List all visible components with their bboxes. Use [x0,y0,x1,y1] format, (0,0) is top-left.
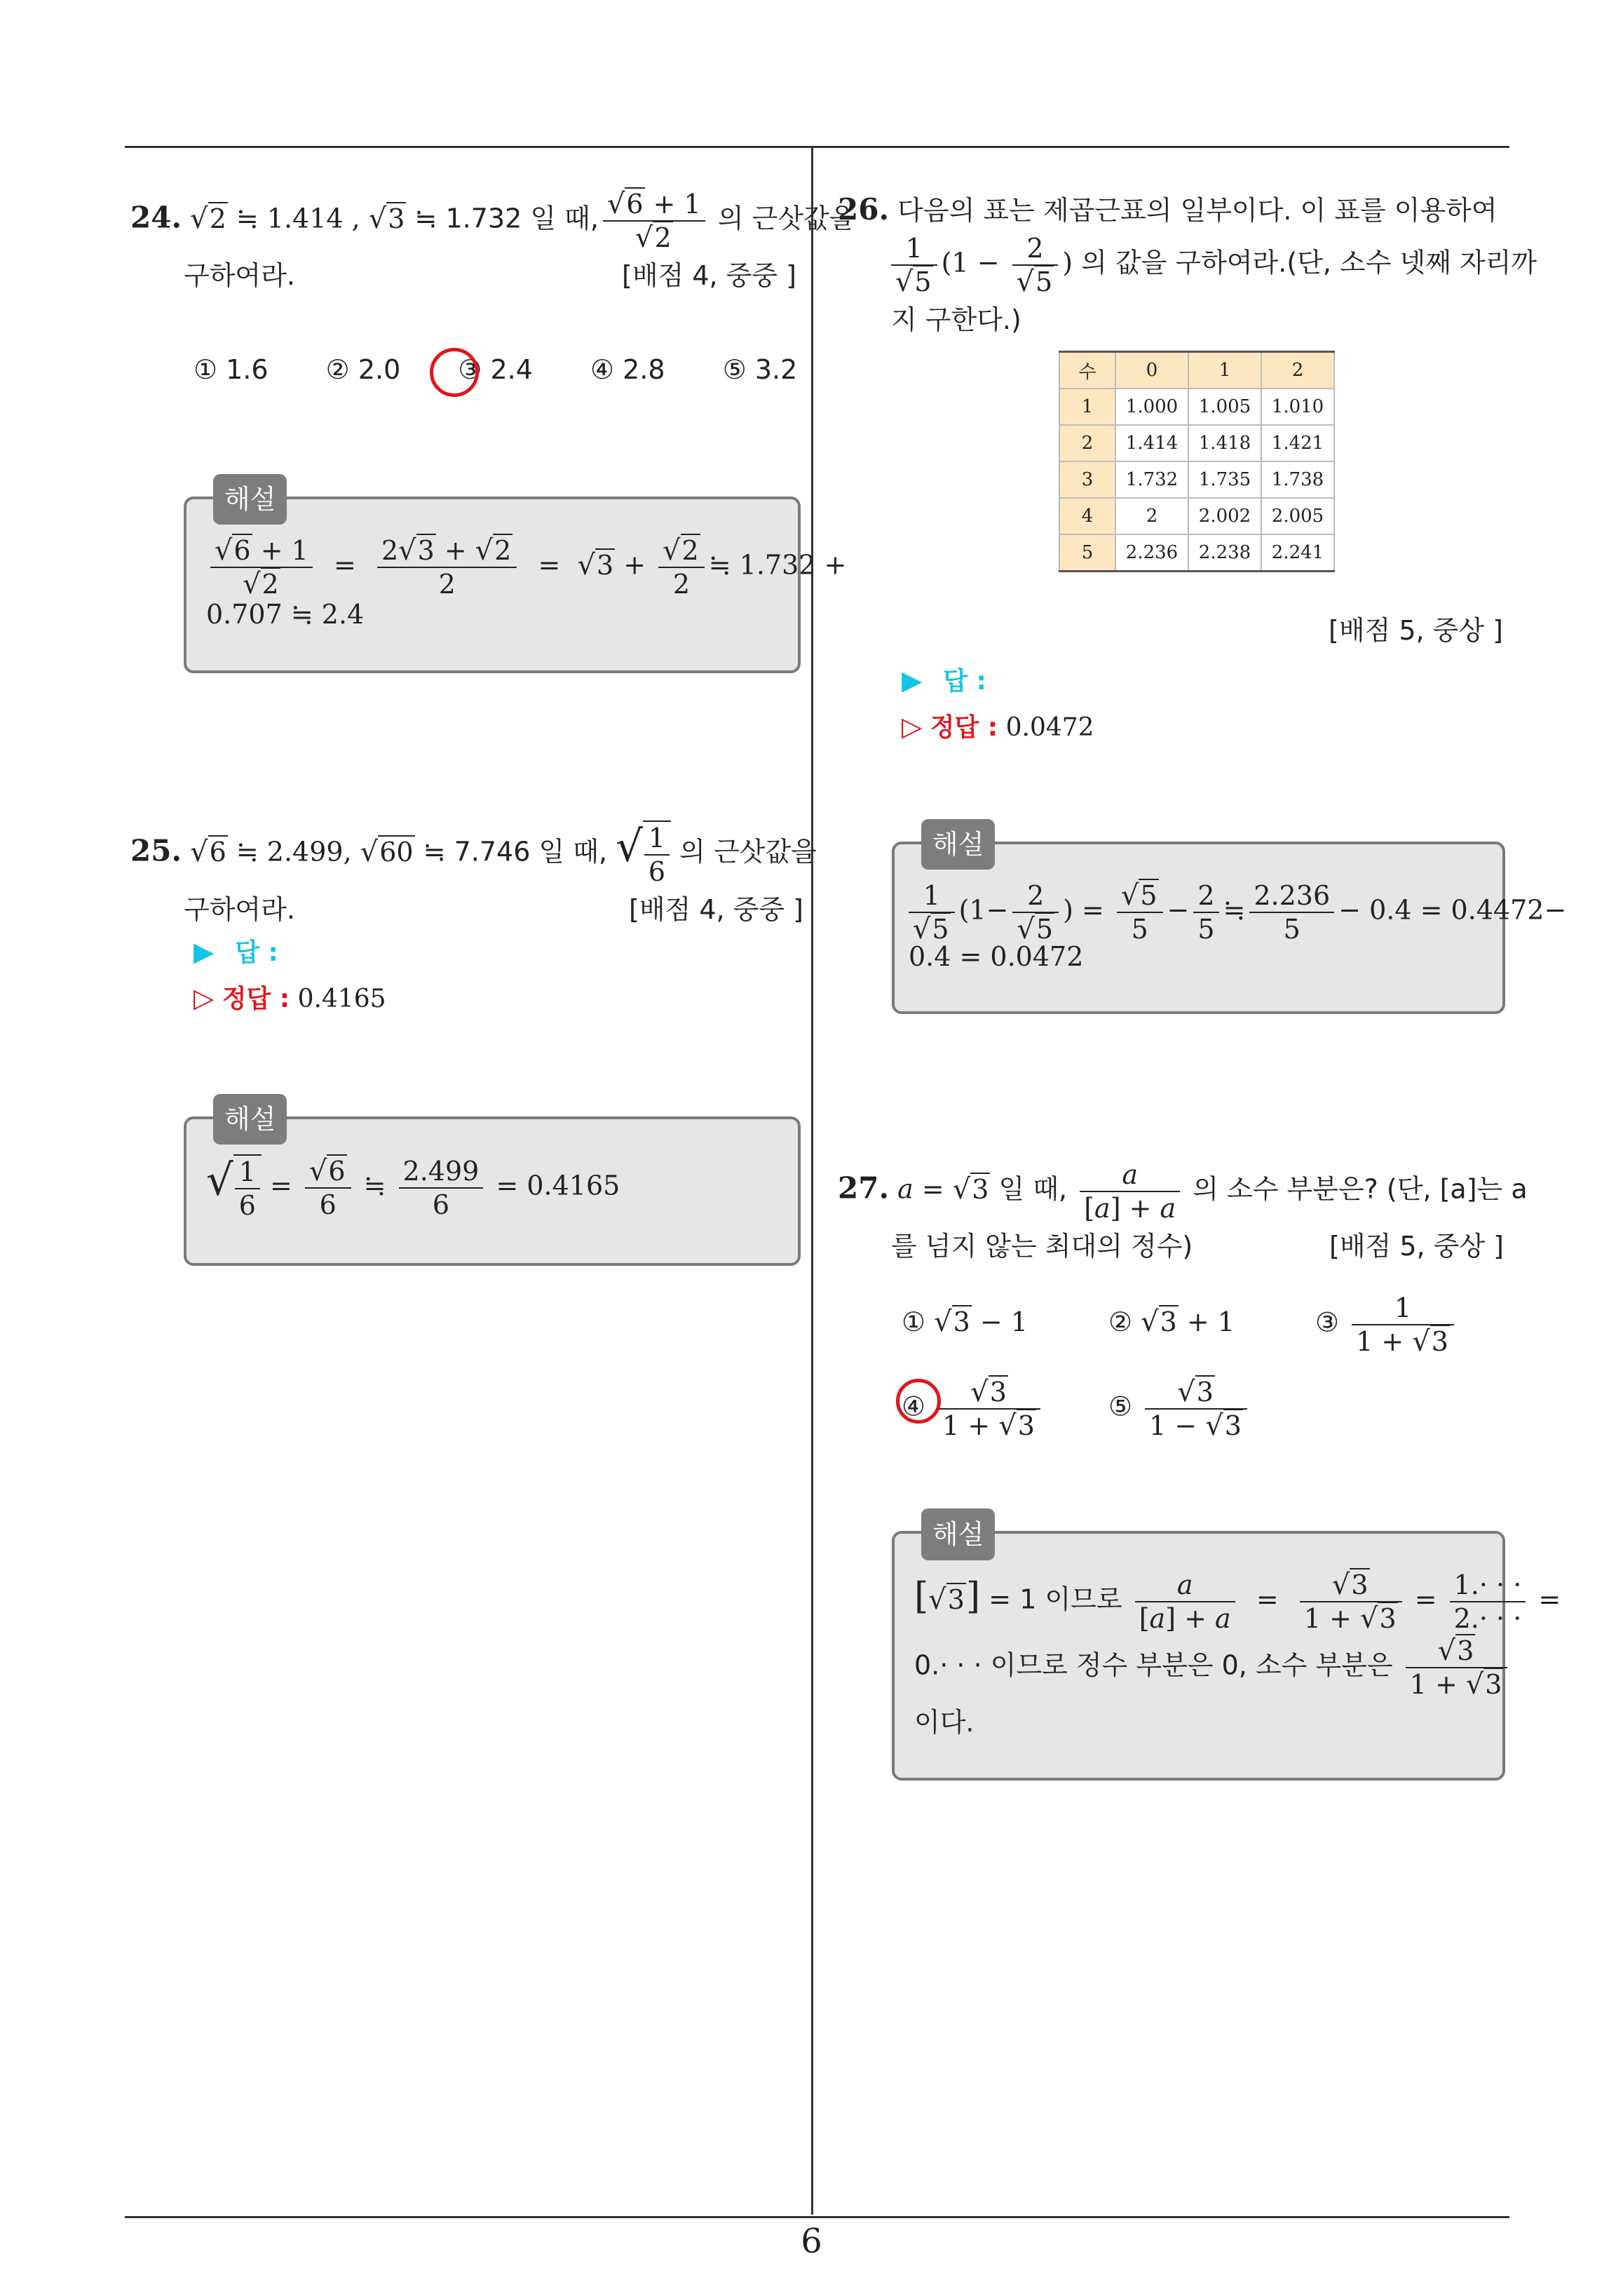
q27-explanation-box [892,1519,1561,1781]
explanation-line3: 이다. [914,1707,975,1738]
q26-explanation-box [892,829,1567,1014]
table-cell: 0 [1115,352,1188,389]
table-cell: 1 [1059,389,1115,425]
q27-choices [902,1292,1505,1453]
q24-approx1: ≒ 1.414 , [236,203,360,234]
question-number: 26. [838,192,890,227]
score-label: [배점 5, 중상 ] [1329,615,1503,646]
correct-value: 0.4165 [297,985,386,1013]
score-label: [배점 5, 중상 ] [1329,1231,1504,1262]
table-row [1059,498,1334,534]
q25-explanation-box [184,1104,801,1266]
q25-answer-area [193,929,386,1022]
choice-4[interactable]: ④ $\frac{√3}{1 + √3}$ [902,1376,1045,1442]
explanation-line: $\frac{1}{√5}$ (1− $\frac{2}{√5}$ ) = $\frac{√5}{5}$ − $\frac{2}{5}$ ≒ $\frac{2.236}{5}$ − 0.4 = 0.4472− [909,879,1483,945]
table-cell: 2 [1261,352,1334,389]
table-row [1059,425,1334,461]
table-cell: 2 [1115,498,1188,534]
table-cell: 1.732 [1115,461,1188,498]
table-cell: 3 [1059,461,1115,498]
table-cell: 4 [1059,498,1115,534]
explanation-line2: 0.707 ≒ 2.4 [206,599,365,630]
table-cell: 1.010 [1261,389,1334,425]
q27-text-post: 의 소수 부분은? (단, [a]는 a [1193,1173,1528,1205]
correct-label: 정답 : [930,713,998,742]
play-triangle-icon: ▶ [902,665,923,696]
table-cell: 1.738 [1261,461,1334,498]
selected-answer-circle [896,1379,941,1424]
question-27: 27. a = √3 일 때, $\frac{a}{[a] + a}$ 의 소수 부분은? (단, [a]는 a 를 넘지 않는 최대의 정수) [배점 5, 중상 ] [838,1159,1511,1268]
choice-3[interactable]: ③ $\frac{1}{1 + √3}$ [1315,1292,1458,1358]
outline-triangle-icon: ▷ [193,982,215,1013]
explanation-line: [√3] = 1 이므로 $\frac{a}{[a] + a}$ = $\frac{√3}{1 + √3}$ = $\frac{1.\cdot \cdot \cdot}{2.\cdot \cdot \cdot}$ = [914,1569,1561,1635]
table-cell: 2.002 [1188,498,1261,534]
choice-1[interactable]: ① 1.6 [193,354,269,385]
table-row [1059,534,1334,572]
q26-text-line2: 의 값을 구하여라.(단, 소수 넷째 자리까 [1081,247,1537,278]
question-number: 27. [838,1170,890,1206]
table-row [1059,461,1334,498]
choice-3[interactable]: ③ 2.4 [458,354,533,385]
table-row [1059,352,1334,389]
explanation-tail: − 0.4 = 0.4472− [1338,894,1567,926]
question-26: 26. 다음의 표는 제곱근표의 일부이다. 이 표를 이용하여 $\frac{1}{√5}$ (1 − $\frac{2}{√5}$ ) 의 값을 구하여라.(단, 소수 넷째 자리까 지 구한다.) [838,188,1511,342]
table-cell: 2.241 [1261,534,1334,572]
math-sqrt60: √60 [360,835,414,868]
question-25 [130,821,817,931]
q27-text-mid: 일 때, [998,1173,1068,1205]
choice-2[interactable]: ② √3 + 1 [1108,1306,1235,1338]
table-cell: 2.005 [1261,498,1334,534]
q25-approx2: ≒ 7.746 일 때, [423,836,608,867]
question-number: 24. [130,200,182,235]
table-cell: 1.000 [1115,389,1188,425]
explanation-line2: 0.4 = 0.0472 [909,941,1084,972]
q26-answer-area [902,658,1094,750]
answer-label: 답 : [943,667,986,696]
explanation-tag: 해설 [213,474,287,525]
table-cell: 1.421 [1261,425,1334,461]
column-divider [811,146,813,2215]
math-fraction: $\frac{√6 + 1}{√2}$ [603,188,705,254]
page-number: 6 [801,2222,822,2261]
correct-value: 0.0472 [1005,713,1094,742]
table-row [1059,389,1334,425]
choice-5[interactable]: ⑤ 3.2 [722,354,798,385]
q26-text-line1: 다음의 표는 제곱근표의 일부이다. 이 표를 이용하여 [897,195,1498,226]
table-cell: 1 [1188,352,1261,389]
top-rule [125,146,1509,148]
math-sqrt3: √3 [368,202,405,235]
explanation-line: $\frac{√6 + 1}{√2}$ = $\frac{2√3 + √2}{2}$ = √3 + $\frac{√2}{2}$ ≒ 1.732 + [206,534,778,600]
question-24 [130,188,855,297]
choice-2[interactable]: ② 2.0 [325,354,401,385]
table-cell: 1.735 [1188,461,1261,498]
table-cell: 1.005 [1188,389,1261,425]
q24-approx2: ≒ 1.732 일 때, [414,203,599,234]
choice-1[interactable]: ① √3 − 1 [902,1306,1028,1338]
table-cell: 2.236 [1115,534,1188,572]
explanation-result: = 0.4165 [496,1170,620,1201]
selected-answer-circle [430,348,479,397]
q26-text-line3: 지 구한다.) [891,304,1021,335]
choice-4[interactable]: ④ 2.8 [590,354,665,385]
explanation-tag: 해설 [921,819,995,870]
outline-triangle-icon: ▷ [902,711,923,742]
math-sqrt-frac: √ $\frac{1}{6}$ [616,821,671,888]
table-cell: 5 [1059,534,1115,572]
explanation-tag: 해설 [213,1094,287,1144]
answer-label: 답 : [235,938,278,967]
q27-text-line2: 를 넘지 않는 최대의 정수) [891,1231,1193,1262]
table-cell: 2.238 [1188,534,1261,572]
square-root-table [1059,351,1335,572]
q25-text-post: 의 근삿값을 [679,836,817,867]
question-number: 25. [130,833,182,868]
choice-5[interactable]: ⑤ $\frac{√3}{1 - √3}$ [1108,1376,1251,1442]
table-cell: 1.418 [1188,425,1261,461]
bottom-rule [125,2216,1509,2218]
table-cell: 수 [1059,352,1115,389]
play-triangle-icon: ▶ [193,936,215,967]
q25-approx1: ≒ 2.499, [236,836,352,867]
math-sqrt6: √6 [190,835,226,868]
q24-explanation-box [184,484,847,673]
q24-choices [193,354,846,385]
math-sqrt2: √2 [190,202,226,235]
explanation-line2: 0.· · · 이므로 정수 부분은 0, 소수 부분은 $\frac{√3}{1 + √3}$ [914,1635,1483,1701]
table-cell: 2 [1059,425,1115,461]
score-label: [배점 4, 중중 ] [622,260,796,291]
q24-text-line2: 구하여라. [184,260,295,291]
q24-text-post: 의 근삿값을 [717,203,855,234]
correct-label: 정답 : [222,985,290,1013]
explanation-line: √ $\frac{1}{6}$ = $\frac{√6}{6}$ ≒ $\frac{2.499}{6}$ = 0.4165 [206,1155,620,1221]
score-label: [배점 4, 중중 ] [629,894,803,925]
explanation-tag: 해설 [921,1508,995,1560]
table-cell: 1.414 [1115,425,1188,461]
q25-text-line2: 구하여라. [184,894,295,925]
